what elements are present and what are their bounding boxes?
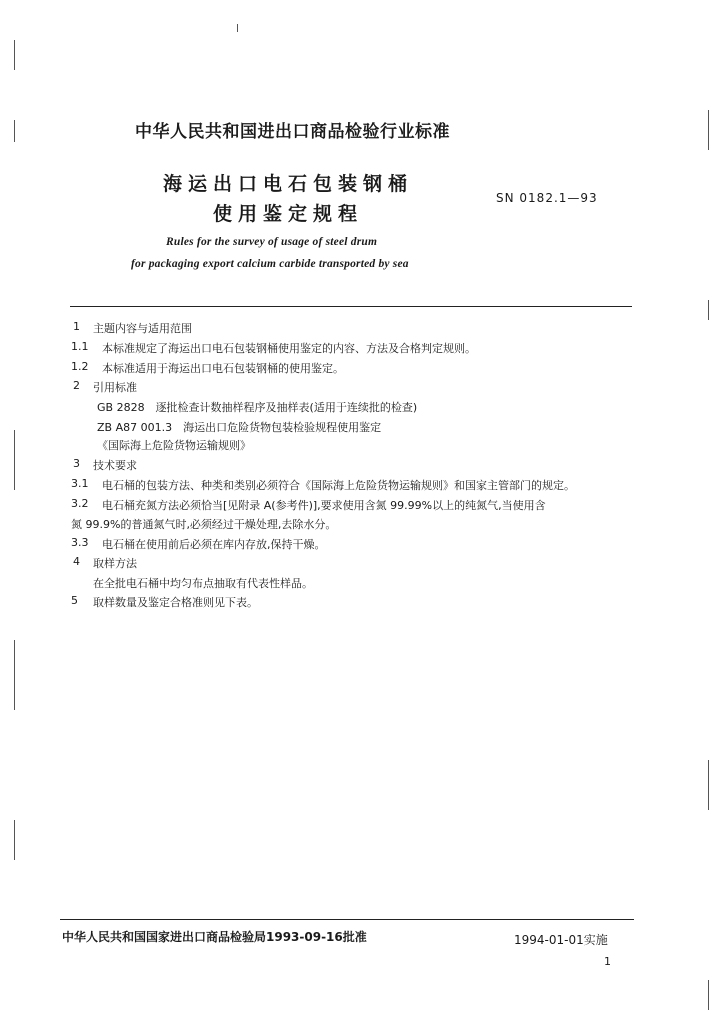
referenced-standard: GB 2828 逐批检查计数抽样程序及抽样表(适用于连续批的检查) (97, 401, 418, 414)
clause-number: 1.2 (71, 360, 89, 373)
section-number: 3 (73, 457, 80, 470)
clause-number: 1.1 (71, 340, 89, 353)
standard-code: SN 0182.1—93 (496, 191, 598, 205)
clause-text: 本标准规定了海运出口电石包装钢桶使用鉴定的内容、方法及合格判定规则。 (102, 342, 476, 355)
clause-number: 3.3 (71, 536, 89, 549)
scan-edge-mark (14, 40, 15, 70)
header-divider (70, 306, 632, 307)
scan-edge-mark (14, 820, 15, 860)
effective-date: 1994-01-01实施 (514, 933, 608, 947)
section-heading: 取样方法 (93, 557, 137, 570)
scan-edge-mark (708, 980, 709, 1010)
scan-edge-mark (237, 24, 238, 32)
scan-edge-mark (14, 120, 15, 142)
title-chinese-line-2: 使用鉴定规程 (213, 203, 364, 225)
scan-edge-mark (708, 760, 709, 810)
section-heading: 主题内容与适用范围 (93, 322, 192, 335)
paragraph-text: 在全批电石桶中均匀布点抽取有代表性样品。 (93, 577, 313, 590)
section-heading: 取样数量及鉴定合格准则见下表。 (93, 596, 258, 609)
title-english-line-1: Rules for the survey of usage of steel drum (166, 236, 378, 248)
section-number: 1 (73, 320, 80, 333)
section-number: 5 (71, 594, 78, 607)
scan-edge-mark (14, 640, 15, 710)
page-number: 1 (604, 955, 611, 968)
clause-number: 3.1 (71, 477, 89, 490)
scan-edge-mark (708, 110, 709, 150)
section-number: 4 (73, 555, 80, 568)
clause-text: 电石桶充氮方法必须恰当[见附录 A(参考件)],要求使用含氮 99.99%以上的纯氮气,当使用含 (102, 499, 546, 512)
clause-number: 3.2 (71, 497, 89, 510)
clause-text: 电石桶的包装方法、种类和类别必须符合《国际海上危险货物运输规则》和国家主管部门的规定。 (102, 479, 575, 492)
scan-edge-mark (708, 300, 709, 320)
approval-statement: 中华人民共和国国家进出口商品检验局1993-09-16批准 (62, 930, 367, 944)
footer-divider (60, 919, 634, 920)
title-english-line-2: for packaging export calcium carbide transported by sea (131, 258, 409, 270)
referenced-standard: ZB A87 001.3 海运出口危险货物包装检验规程使用鉴定 (97, 421, 382, 434)
referenced-standard: 《国际海上危险货物运输规则》 (97, 439, 251, 452)
section-heading: 引用标准 (93, 381, 137, 394)
clause-text: 电石桶在使用前后必须在库内存放,保持干燥。 (102, 538, 326, 551)
section-number: 2 (73, 379, 80, 392)
section-heading: 技术要求 (93, 459, 137, 472)
scan-edge-mark (14, 430, 15, 490)
clause-text-continued: 氮 99.9%的普通氮气时,必须经过干燥处理,去除水分。 (71, 518, 337, 531)
issuing-organization-header: 中华人民共和国进出口商品检验行业标准 (135, 122, 450, 142)
title-chinese-line-1: 海运出口电石包装钢桶 (163, 173, 414, 195)
clause-text: 本标准适用于海运出口电石包装钢桶的使用鉴定。 (102, 362, 344, 375)
